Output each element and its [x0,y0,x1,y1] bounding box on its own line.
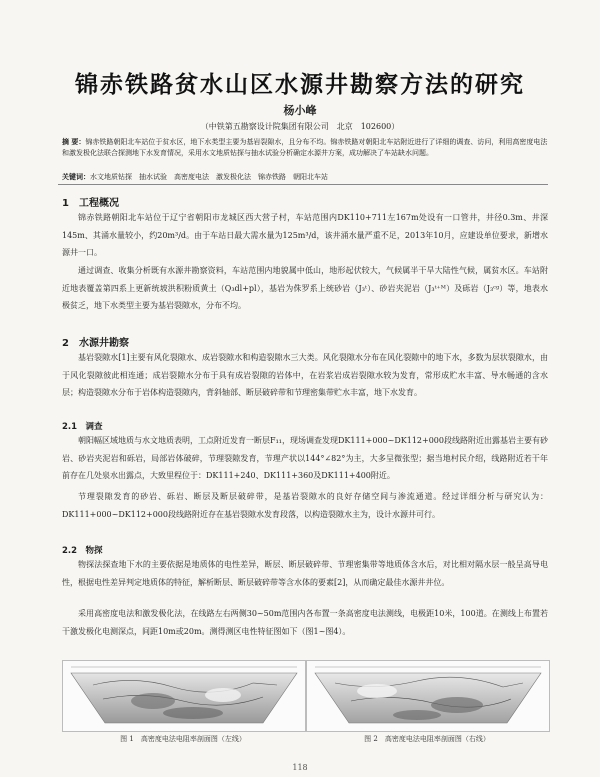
page-number: 118 [292,763,308,772]
section-heading-2-1: 2.1 调查 [62,422,103,432]
paragraph-investigation: 朝阳幅区域地质与水文地质表明，工点附近发育一断层F₁₁，现场调查发现DK111+000~DK112+000段线路附近出露基岩主要有砂岩、砂岩夹泥岩和砾岩，局部岩体破碎，节理裂隙发育，节理产状以144°∠82°为主，大多呈微张型；据当地村民介绍，线路附近若干年前存在几处泉水出露点，大致里程位于：DK111+240、DK111+360及DK111+400附近。 [62,436,548,480]
abstract-text: 锦赤铁路朝阳北车站位于贫水区，地下水类型主要为基岩裂隙水，且分布不均。锦赤铁路对朝阳北车站附近进行了详细的调查、访问，利用高密度电法和激发极化法联合探测地下水发育情况，采用水文地质钻探与抽水试验分析确定水源井方案，成功解决了车站缺水问题。 [62,138,548,157]
paragraph-geophysics: 物探法探查地下水的主要依据是地质体的电性差异，断层、断层破碎带、节理密集带等地质体含水后，对比相对隔水层一般呈高导电性，根据电性差异判定地质体的特征，解析断层、断层破碎带等含水体的要素[2]，从而确定最佳水源井井位。 [62,560,548,587]
keywords [62,172,548,182]
figure-2-caption: 图 2 高密度电法电阻率剖面图（右线） [364,735,490,743]
paragraph-geology: 通过调查、收集分析既有水源井勘察资料，车站范围内地貌属中低山，地形起伏较大，气候属半干旱大陆性气候，属贫水区。车站附近地表覆盖第四系上更新统坡洪积粉质黄土（Q₃dl+pl），基岩为侏罗系上统砂岩（J₃ᵗ）、砂岩夹泥岩（J₃ᵗ⁺ᴹ）及砾岩（J₃ᶜᵍ）等，地表水极贫乏，地下水类型主要为基岩裂隙水，分布不均。 [62,266,548,310]
abstract-divider [58,184,548,185]
abstract [62,137,548,158]
abstract-label: 摘 要： [62,138,86,146]
author-name: 杨小峰 [283,104,317,117]
figure-1-caption: 图 1 高密度电法电阻率剖面图（左线） [120,735,246,743]
keywords-text: 水文地质钻探 抽水试验 高密度电法 激发极化法 锦赤铁路 朝阳北车站 [90,173,328,181]
paragraph-project-overview: 锦赤铁路朝阳北车站位于辽宁省朝阳市龙城区西大营子村，车站范围内DK110+711左167m处设有一口管井，井径0.3m、井深145m、其涌水量较小，约20m³/d。由于车站日最大需水量为125m³/d，该井涌水量严重不足，2013年10月，应建设单位要求，新增水源井一口。 [62,213,548,257]
figure-1-resistivity-section [62,660,306,732]
author-affiliation: （中铁第五勘察设计院集团有限公司 北京 102600） [200,122,400,131]
keywords-label: 关键词： [62,173,90,181]
figure-2-resistivity-section [306,660,550,732]
section-heading-1: 1 工程概况 [62,198,119,209]
paragraph-analysis: 节理裂隙发育的砂岩、砾岩、断层及断层破碎带，是基岩裂隙水的良好存储空间与渗流通道。经过详细分析与研究认为：DK111+000~DK112+000段线路附近存在基岩裂隙水发育段落，以构造裂隙水主为，设计水源井可行。 [62,492,548,519]
paragraph-fissure-water: 基岩裂隙水[1]主要有风化裂隙水、成岩裂隙水和构造裂隙水三大类。风化裂隙水分布在风化裂隙中的地下水，多数为层状裂隙水，由于风化裂隙彼此相连通；成岩裂隙水分布于具有成岩裂隙的岩体中，在岩浆岩成岩裂隙水较为发育，常形成贮水丰富、导水畅通的含水层；构造裂隙水分布于岩体构造裂隙内，背斜轴部、断层破碎带和节理密集带贮水丰富，地下水发育。 [62,353,548,397]
section-heading-2-2: 2.2 物探 [62,546,103,556]
section-heading-2: 2 水源井勘察 [62,338,129,349]
paragraph-survey-lines: 采用高密度电法和激发极化法，在线路左右两侧30~50m范围内各布置一条高密度电法测线，电极距10米，100道。在测线上布置若干激发极化电测深点，间距10m或20m。测得测区电性特征图如下（图1~图4）。 [62,609,548,636]
paper-title: 锦赤铁路贫水山区水源井勘察方法的研究 [75,72,525,98]
